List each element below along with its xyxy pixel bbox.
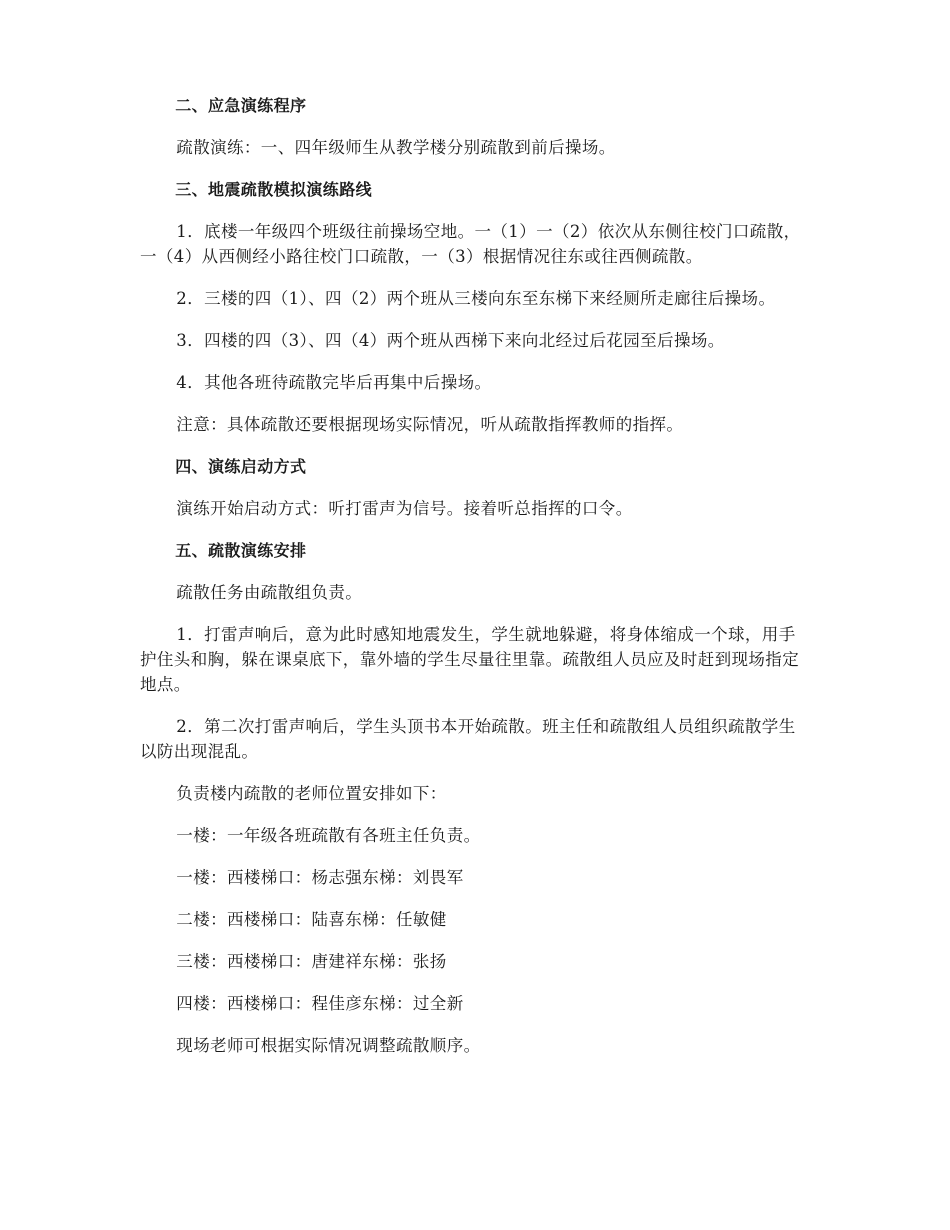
section-heading-drill-procedure: 二、应急演练程序	[175, 96, 307, 115]
paragraph-floor-4-stairs: 四楼：西楼梯口：程佳彦东梯：过全新	[176, 994, 464, 1013]
paragraph-start-method: 演练开始启动方式：听打雷声为信号。接着听总指挥的口令。	[176, 499, 633, 518]
paragraph-arrangement-1: 1．打雷声响后，意为此时感知地震发生，学生就地躲避，将身体缩成一个球，用手护住头和胸，躲在课桌底下，靠外墙的学生尽量往里靠。疏散组人员应及时赶到现场指定地点。	[140, 625, 800, 694]
section-heading-drill-start: 四、演练启动方式	[175, 457, 307, 476]
paragraph-floor-2-stairs: 二楼：西楼梯口：陆喜东梯：任敏健	[176, 910, 447, 929]
paragraph-note: 注意：具体疏散还要根据现场实际情况，听从疏散指挥教师的指挥。	[176, 415, 684, 434]
document-page	[140, 93, 812, 1075]
paragraph-route-3: 3．四楼的四（3）、四（4）两个班从西梯下来向北经过后花园至后操场。	[176, 331, 725, 350]
paragraph-floor-3-stairs: 三楼：西楼梯口：唐建祥东梯：张扬	[176, 952, 447, 971]
paragraph-adjust-order: 现场老师可根据实际情况调整疏散顺序。	[176, 1036, 481, 1055]
paragraph-teacher-positions: 负责楼内疏散的老师位置安排如下：	[176, 784, 447, 803]
paragraph-task-owner: 疏散任务由疏散组负责。	[176, 583, 363, 602]
section-heading-earthquake-route: 三、地震疏散模拟演练路线	[175, 180, 372, 199]
paragraph-route-4: 4．其他各班待疏散完毕后再集中后操场。	[176, 373, 492, 392]
section-heading-drill-arrangement: 五、疏散演练安排	[175, 541, 307, 560]
paragraph-floor-1-stairs: 一楼：西楼梯口：杨志强东梯：刘畏军	[176, 868, 464, 887]
paragraph-arrangement-2: 2．第二次打雷声响后，学生头顶书本开始疏散。班主任和疏散组人员组织疏散学生以防出现混乱。	[140, 717, 796, 761]
paragraph-route-2: 2．三楼的四（1）、四（2）两个班从三楼向东至东梯下来经厕所走廊往后操场。	[176, 289, 776, 308]
paragraph-floor-1-class: 一楼：一年级各班疏散有各班主任负责。	[176, 826, 481, 845]
paragraph-route-1: 1．底楼一年级四个班级往前操场空地。一（1）一（2）依次从东侧往校门口疏散，一（4）从西侧经小路往校门口疏散，一（3）根据情况往东或往西侧疏散。	[140, 222, 801, 266]
paragraph-evacuation-drill: 疏散演练：一、四年级师生从教学楼分别疏散到前后操场。	[176, 138, 616, 157]
